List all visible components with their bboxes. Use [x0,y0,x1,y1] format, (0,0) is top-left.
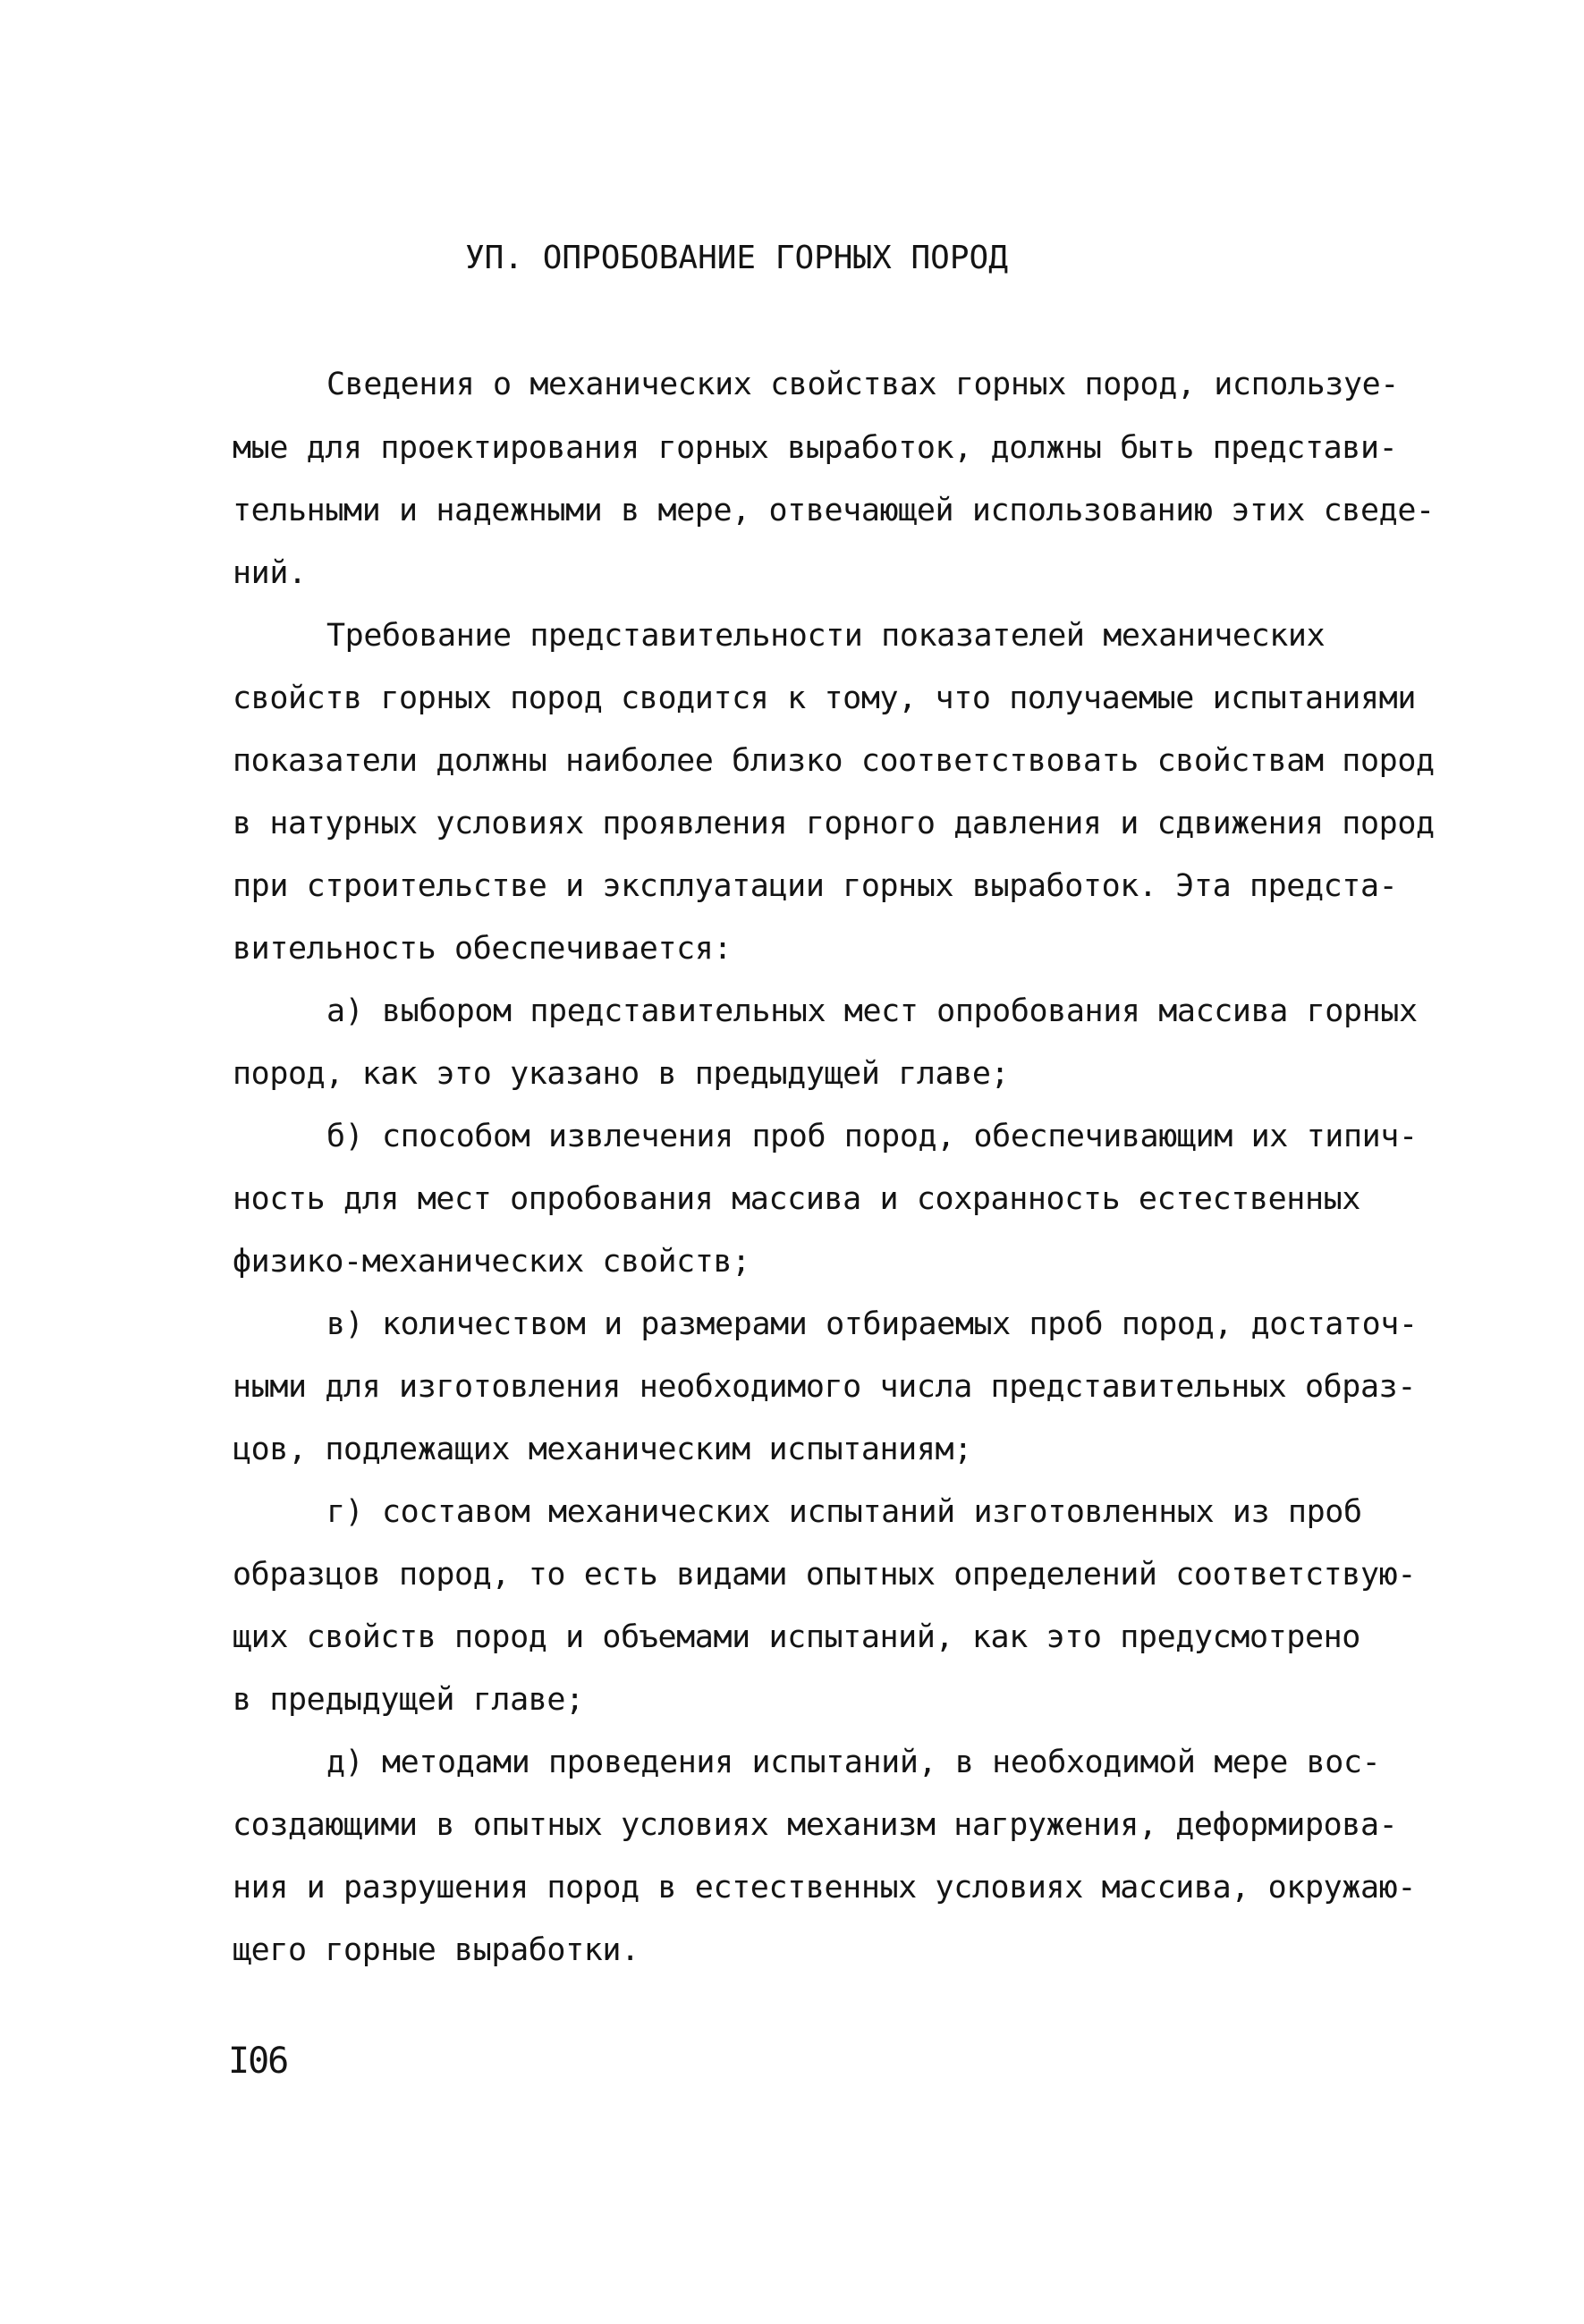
list-item-v-line-3: цов, подлежащих механическим испытаниям; [233,1432,972,1467]
paragraph-2-line-4: в натурных условиях проявления горного давления и сдвижения пород [233,806,1435,841]
list-item-b-line-3: физико-механических свойств; [233,1244,750,1280]
list-item-a-line-1: а) выбором представительных мест опробования массива горных [326,993,1418,1029]
list-item-b-line-2: ность для мест опробования массива и сохранность естественных [233,1181,1360,1217]
paragraph-1-line-3: тельными и надежными в мере, отвечающей использованию этих сведе- [233,493,1435,528]
paragraph-2-line-2: свойств горных пород сводится к тому, что получаемые испытаниями [233,680,1416,716]
list-item-d-line-2: создающими в опытных условиях механизм нагружения, деформирова- [233,1807,1398,1843]
list-item-g-line-1: г) составом механических испытаний изготовленных из проб [326,1494,1362,1530]
list-item-a-line-2: пород, как это указано в предыдущей главе; [233,1056,1010,1092]
list-item-v-line-1: в) количеством и размерами отбираемых проб пород, достаточ- [326,1306,1418,1342]
paragraph-2-line-5: при строительстве и эксплуатации горных выработок. Эта предста- [233,868,1398,904]
list-item-d-line-4: щего горные выработки. [233,1932,640,1968]
paragraph-1-line-1: Сведения о механических свойствах горных пород, используе- [326,367,1399,402]
list-item-d-line-3: ния и разрушения пород в естественных условиях массива, окружаю- [233,1870,1416,1906]
page-number: I06 [228,2041,288,2082]
chapter-heading: УП. ОПРОБОВАНИЕ ГОРНЫХ ПОРОД [465,240,1008,276]
list-item-g-line-2: образцов пород, то есть видами опытных определений соответствую- [233,1557,1416,1593]
paragraph-2-line-1: Требование представительности показателей механических [326,618,1326,654]
list-item-b-line-1: б) способом извлечения проб пород, обеспечивающим их типич- [326,1119,1418,1154]
paragraph-1-line-4: ний. [233,555,307,591]
list-item-d-line-1: д) методами проведения испытаний, в необходимой мере вос- [326,1745,1381,1780]
list-item-g-line-4: в предыдущей главе; [233,1682,584,1718]
paragraph-1-line-2: мые для проектирования горных выработок, должны быть представи- [233,430,1398,466]
paragraph-2-line-6: вительность обеспечивается: [233,931,733,967]
paragraph-2-line-3: показатели должны наиболее близко соответствовать свойствам пород [233,743,1435,779]
list-item-v-line-2: ными для изготовления необходимого числа представительных образ- [233,1369,1416,1405]
list-item-g-line-3: щих свойств пород и объемами испытаний, как это предусмотрено [233,1619,1360,1655]
